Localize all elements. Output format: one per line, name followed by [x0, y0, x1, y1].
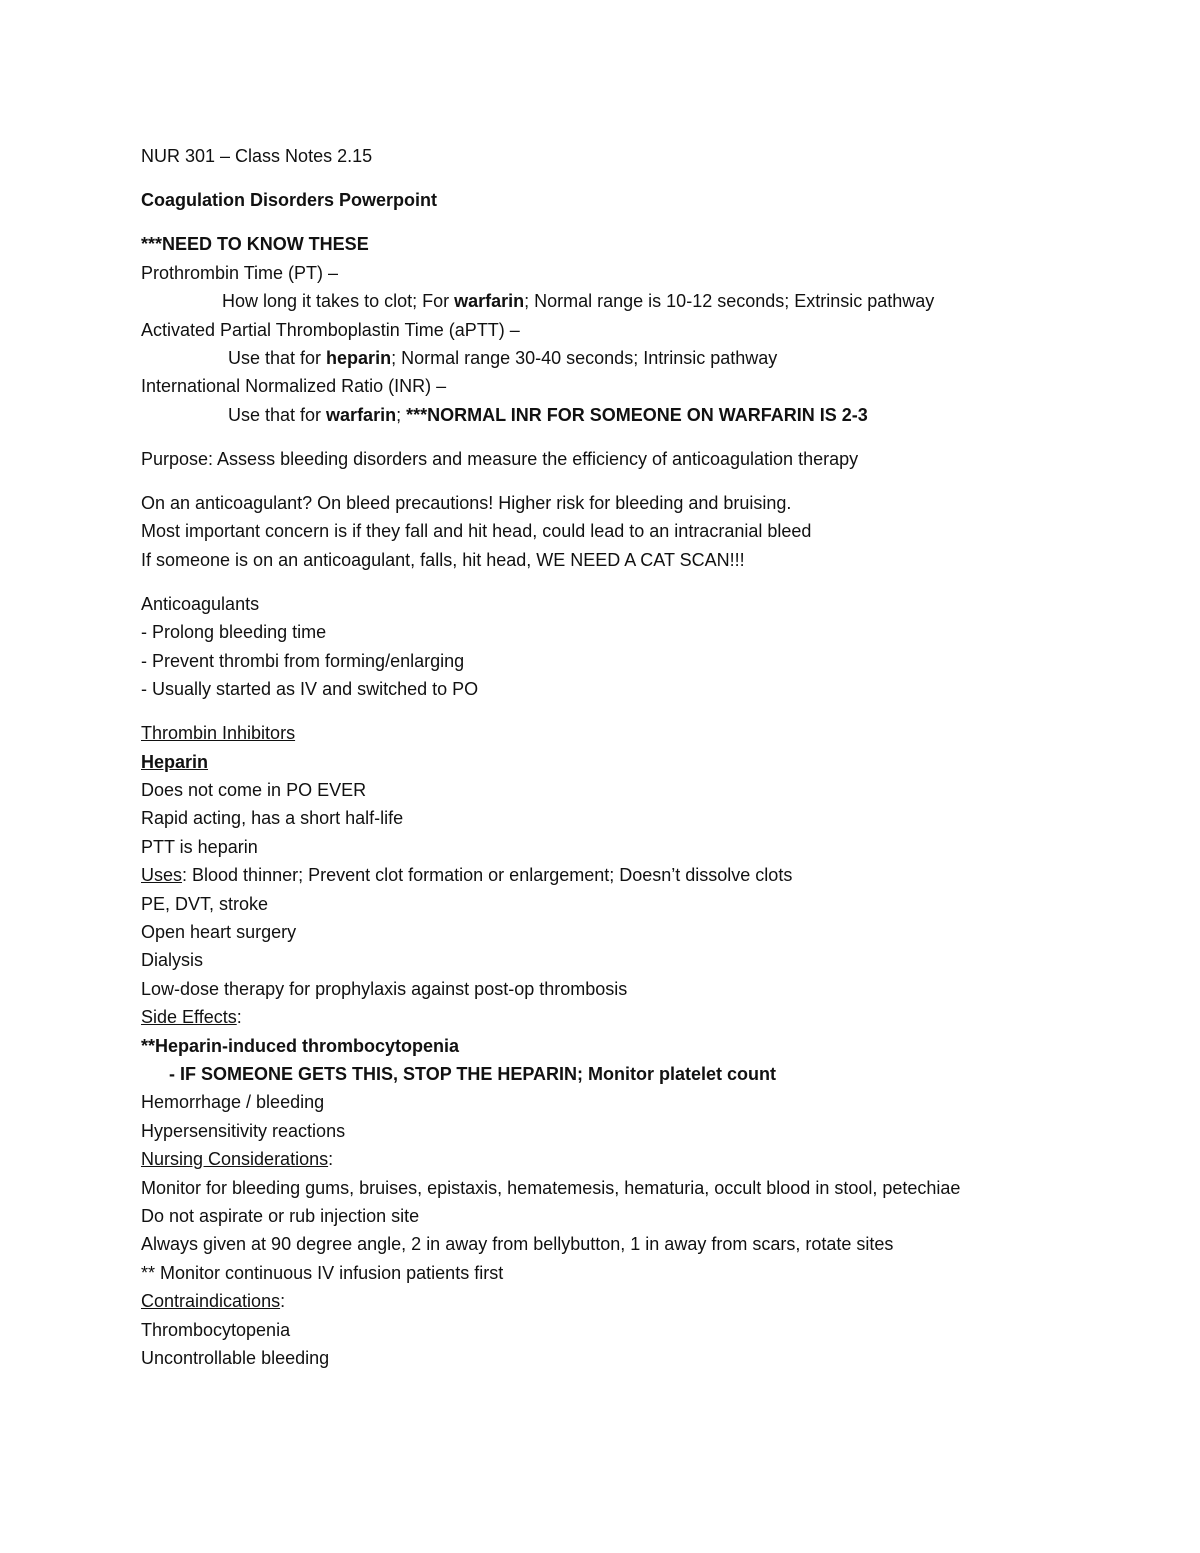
- precaution-line: On an anticoagulant? On bleed precautions! Higher risk for bleeding and bruising.: [141, 493, 792, 513]
- contraindications-colon: :: [280, 1291, 286, 1311]
- pt-heading: Prothrombin Time (PT) –: [141, 263, 339, 283]
- aptt-detail-range: ; Normal range 30-40 seconds; Intrinsic pathway: [391, 348, 778, 368]
- uses-item: Low-dose therapy for prophylaxis against post-op thrombosis: [141, 979, 628, 999]
- inr-detail-text: Use that for: [228, 405, 327, 425]
- inr-detail: [228, 404, 868, 426]
- anticoagulant-item: - Prevent thrombi from forming/enlarging: [141, 651, 465, 671]
- document-title: NUR 301 – Class Notes 2.15: [141, 146, 373, 166]
- precaution-line: Most important concern is if they fall and hit head, could lead to an intracranial bleed: [141, 521, 812, 541]
- aptt-detail-drug: heparin: [326, 348, 392, 368]
- pt-detail-drug: warfarin: [454, 291, 525, 311]
- contraindication-item: Thrombocytopenia: [141, 1320, 291, 1340]
- side-effects-colon: :: [236, 1007, 242, 1027]
- side-effect-item: Hypersensitivity reactions: [141, 1121, 346, 1141]
- nursing-heading: [141, 1148, 333, 1170]
- uses-item: Open heart surgery: [141, 922, 297, 942]
- heparin-heading: Heparin: [141, 752, 209, 772]
- nursing-item: Monitor for bleeding gums, bruises, epistaxis, hematemesis, hematuria, occult blood in stool, petechiae: [141, 1178, 961, 1198]
- nursing-item: Do not aspirate or rub injection site: [141, 1206, 420, 1226]
- nursing-item: ** Monitor continuous IV infusion patients first: [141, 1263, 504, 1283]
- thrombin-inhibitors-heading: Thrombin Inhibitors: [141, 723, 296, 743]
- aptt-heading: Activated Partial Thromboplastin Time (aPTT) –: [141, 320, 520, 340]
- side-effects-heading: [141, 1006, 242, 1028]
- pt-detail-range: ; Normal range is 10-12 seconds; Extrinsic pathway: [524, 291, 935, 311]
- nursing-colon: :: [328, 1149, 334, 1169]
- heparin-fact: Does not come in PO EVER: [141, 780, 367, 800]
- contraindication-item: Uncontrollable bleeding: [141, 1348, 330, 1368]
- hit-note: - IF SOMEONE GETS THIS, STOP THE HEPARIN; Monitor platelet count: [169, 1064, 777, 1084]
- need-to-know-note: ***NEED TO KNOW THESE: [141, 234, 369, 254]
- pt-detail-text: How long it takes to clot; For: [222, 291, 455, 311]
- heparin-fact: PTT is heparin: [141, 837, 258, 857]
- nursing-item: Always given at 90 degree angle, 2 in away from bellybutton, 1 in away from scars, rotate sites: [141, 1234, 894, 1254]
- inr-detail-drug: warfarin: [326, 405, 397, 425]
- uses-text: : Blood thinner; Prevent clot formation or enlargement; Doesn’t dissolve clots: [182, 865, 793, 885]
- pt-detail: [222, 290, 934, 312]
- contraindications-heading: [141, 1290, 285, 1312]
- aptt-detail-text: Use that for: [228, 348, 327, 368]
- uses-item: Dialysis: [141, 950, 204, 970]
- side-effects-label: Side Effects: [141, 1007, 237, 1027]
- heparin-fact: Rapid acting, has a short half-life: [141, 808, 404, 828]
- nursing-label: Nursing Considerations: [141, 1149, 329, 1169]
- aptt-detail: [228, 347, 777, 369]
- section-heading: Coagulation Disorders Powerpoint: [141, 190, 438, 210]
- side-effect-item: Hemorrhage / bleeding: [141, 1092, 325, 1112]
- inr-detail-target: ***NORMAL INR FOR SOMEONE ON WARFARIN IS 2-3: [406, 405, 868, 425]
- anticoagulant-item: - Usually started as IV and switched to PO: [141, 679, 479, 699]
- purpose-line: Purpose: Assess bleeding disorders and measure the efficiency of anticoagulation therapy: [141, 449, 859, 469]
- uses-label: Uses: [141, 865, 183, 885]
- inr-heading: International Normalized Ratio (INR) –: [141, 376, 447, 396]
- uses-item: PE, DVT, stroke: [141, 894, 269, 914]
- inr-detail-sep: ;: [396, 405, 407, 425]
- precaution-line: If someone is on an anticoagulant, falls, hit head, WE NEED A CAT SCAN!!!: [141, 550, 745, 570]
- hit-line: **Heparin-induced thrombocytopenia: [141, 1036, 460, 1056]
- uses-line: [141, 864, 792, 886]
- anticoagulant-item: - Prolong bleeding time: [141, 622, 327, 642]
- anticoagulants-heading: Anticoagulants: [141, 594, 260, 614]
- contraindications-label: Contraindications: [141, 1291, 281, 1311]
